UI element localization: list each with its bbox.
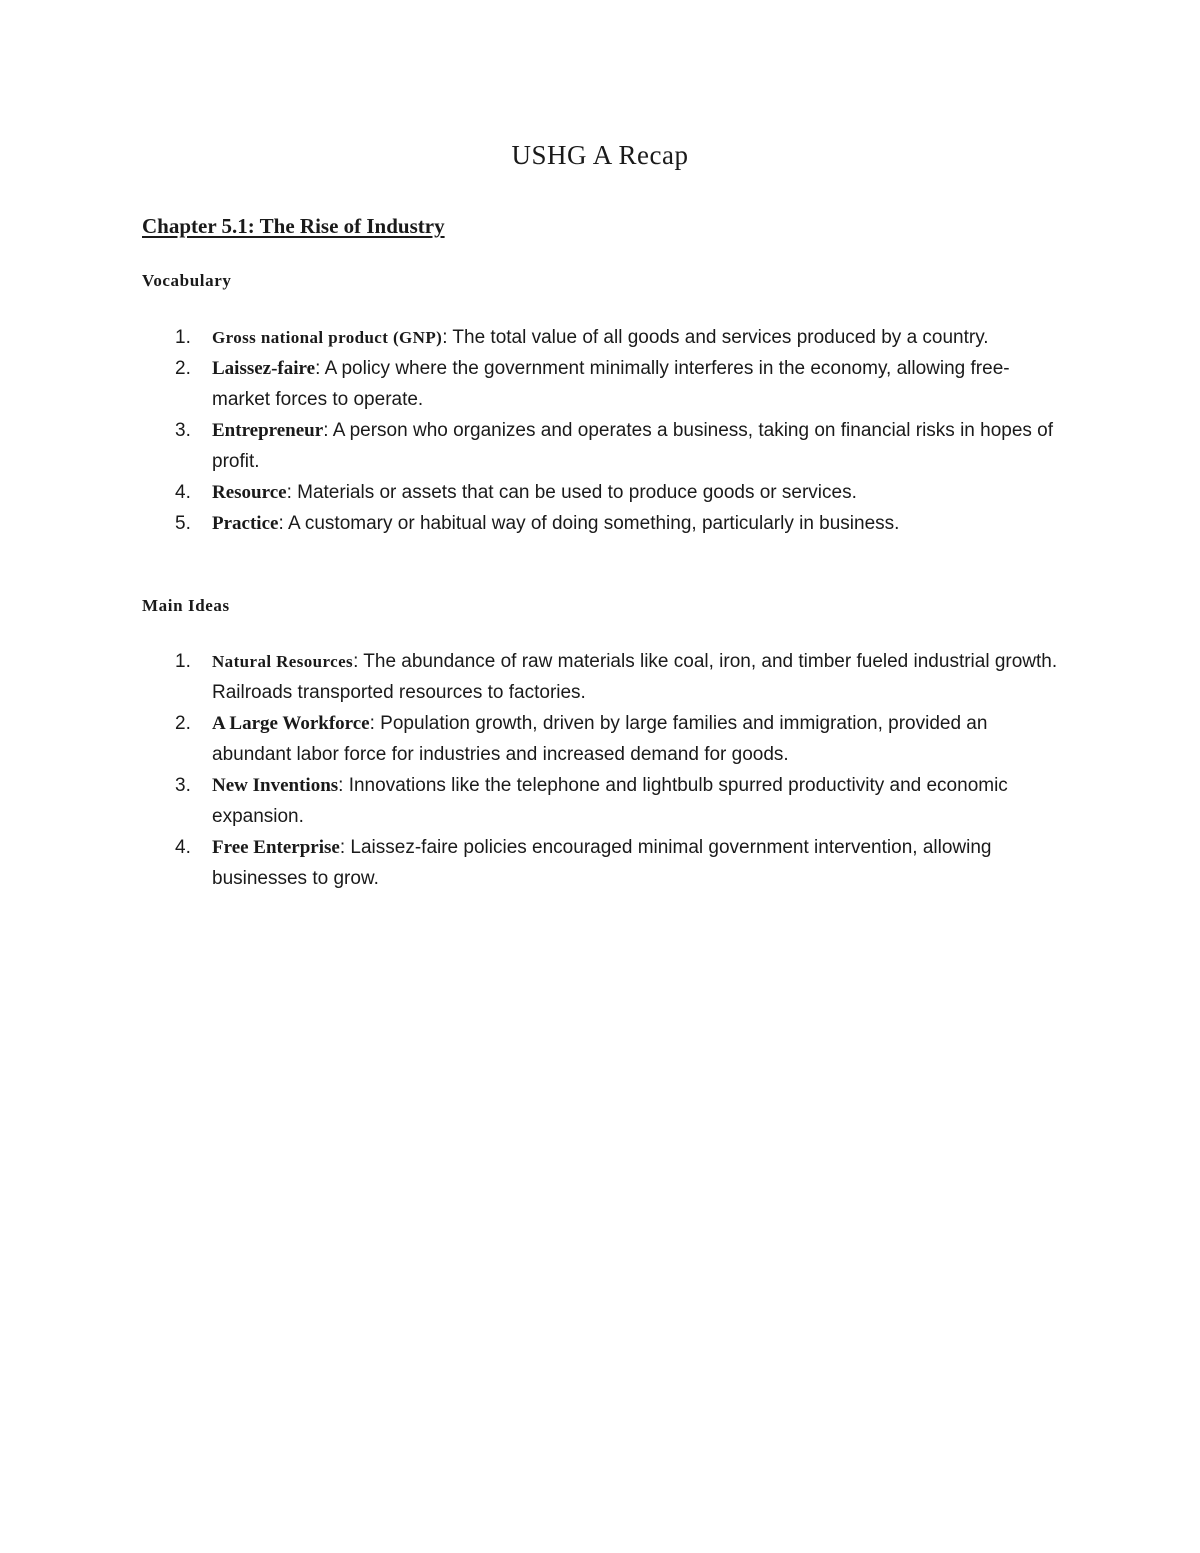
main-idea-description: : The abundance of raw materials like coal, iron, and timber fueled industrial growth. Railroads transported resources to factories.	[212, 651, 1058, 703]
vocabulary-definition: : A policy where the government minimally interferes in the economy, allowing free-market forces to operate.	[212, 358, 1010, 410]
main-idea-term: A Large Workforce	[212, 713, 370, 734]
main-idea-item	[142, 646, 1062, 708]
main-idea-item	[142, 770, 1062, 832]
main-ideas-list	[142, 646, 1062, 894]
vocabulary-term: Resource	[212, 482, 287, 503]
item-number: 4.	[175, 482, 191, 503]
vocabulary-definition: : Materials or assets that can be used to produce goods or services.	[286, 482, 857, 503]
document-title: USHG A Recap	[511, 140, 689, 170]
vocabulary-item	[142, 415, 1062, 477]
item-number: 4.	[175, 837, 191, 858]
main-idea-description: : Population growth, driven by large families and immigration, provided an abundant labor force for industries and increased demand for goods.	[212, 713, 988, 765]
vocabulary-term: Gross national product (GNP)	[212, 328, 443, 347]
vocabulary-term: Entrepreneur	[212, 420, 324, 441]
item-number: 3.	[175, 420, 191, 441]
vocabulary-item	[142, 353, 1062, 415]
vocabulary-term: Practice	[212, 513, 279, 534]
vocabulary-definition: : A person who organizes and operates a business, taking on financial risks in hopes of profit.	[212, 420, 1054, 472]
main-idea-term: Natural Resources	[212, 652, 354, 671]
main-idea-item	[142, 708, 1062, 770]
main-idea-description: : Laissez-faire policies encouraged minimal government intervention, allowing businesses to grow.	[212, 837, 992, 889]
item-number: 2.	[175, 358, 191, 379]
vocabulary-definition: : A customary or habitual way of doing something, particularly in business.	[278, 513, 900, 534]
vocabulary-item	[142, 508, 1062, 539]
main-idea-description: : Innovations like the telephone and lightbulb spurred productivity and economic expansion.	[212, 775, 1008, 827]
item-number: 2.	[175, 713, 191, 734]
vocabulary-term: Laissez-faire	[212, 358, 316, 379]
item-number: 3.	[175, 775, 191, 796]
main-idea-term: Free Enterprise	[212, 837, 340, 858]
main-idea-term: New Inventions	[212, 775, 339, 796]
item-number: 1.	[175, 327, 191, 348]
item-number: 5.	[175, 513, 191, 534]
vocabulary-list	[142, 322, 1062, 539]
chapter-heading: Chapter 5.1: The Rise of Industry	[142, 214, 445, 238]
vocabulary-item	[142, 477, 1062, 508]
main-idea-item	[142, 832, 1062, 894]
vocabulary-item	[142, 322, 1062, 353]
vocabulary-heading: Vocabulary	[142, 271, 232, 290]
vocabulary-definition: : The total value of all goods and services produced by a country.	[442, 327, 989, 348]
item-number: 1.	[175, 651, 191, 672]
main-ideas-heading: Main Ideas	[142, 596, 230, 615]
